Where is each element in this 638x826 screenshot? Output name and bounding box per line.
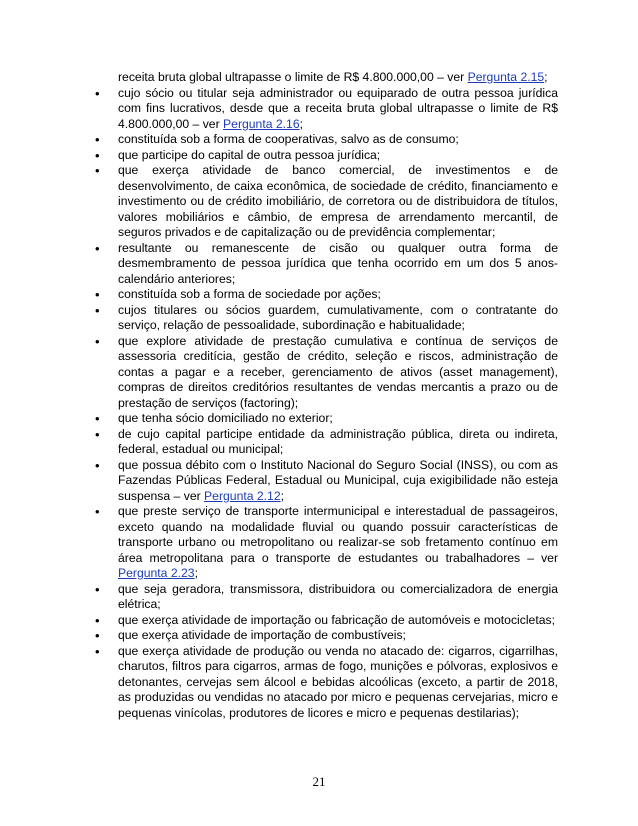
- list-item-text: [118, 458, 558, 505]
- list-item: [90, 163, 558, 241]
- bullet-icon: •: [95, 612, 100, 628]
- list-item-body: que preste serviço de transporte intermunicipal e interestadual de passageiros, exceto quando na modalidade fluvial ou quando possuir características de transporte urbano ou metropolitano ou realizar-se sob fretamento contínuo em área metropolitana para o transporte de estudantes ou trabalhadores – ver: [118, 504, 558, 565]
- bullet-icon: •: [95, 302, 100, 318]
- bullet-icon: •: [95, 132, 100, 147]
- list-item-text: [118, 241, 558, 288]
- bullet-icon: •: [95, 240, 100, 256]
- list-item-body: receita bruta global ultrapasse o limite de R$ 4.800.000,00 – ver: [118, 70, 468, 84]
- list-item-text: [118, 613, 558, 629]
- list-item-body: que tenha sócio domiciliado no exterior;: [118, 411, 333, 425]
- list-item-punctuation: ;: [280, 488, 285, 503]
- list-item-text: [118, 148, 558, 164]
- cross-reference-link[interactable]: Pergunta 2.16: [223, 116, 300, 131]
- list-item: [90, 458, 558, 505]
- list-item: [90, 70, 558, 86]
- list-item-text: [118, 582, 558, 613]
- list-item-text: [118, 334, 558, 412]
- bullet-icon: •: [95, 163, 100, 178]
- list-item-body: cujo sócio ou titular seja administrador ou equiparado de outra pessoa jurídica com fins lucrativos, desde que a receita bruta global ultrapasse o limite de R$ 4.800.000,00 – ver: [118, 85, 558, 131]
- list-item-body: que exerça atividade de banco comercial, de investimentos e de desenvolvimento, de caixa econômica, de sociedade de crédito, financiamento e investimento ou de crédito imobiliário, de corretora ou de distribuidora de títulos, valores mobiliários e câmbio, de empresa de arrendamento mercantil, de seguros privados e de capitalização ou de previdência complementar;: [118, 163, 558, 239]
- bullet-icon: •: [95, 85, 100, 101]
- list-item-body: que exerça atividade de importação ou fabricação de automóveis e motocicletas;: [118, 612, 555, 627]
- list-item-text: [118, 70, 558, 86]
- list-item-body: constituída sob a forma de sociedade por ações;: [118, 287, 381, 301]
- list-item-punctuation: ;: [194, 566, 198, 580]
- list-item: [90, 504, 558, 582]
- list-item-body: constituída sob a forma de cooperativas, salvo as de consumo;: [118, 132, 459, 146]
- bullet-icon: •: [95, 643, 100, 659]
- bullet-icon: •: [95, 333, 100, 349]
- cross-reference-link[interactable]: Pergunta 2.23: [118, 566, 195, 580]
- list-item-text: [118, 86, 558, 133]
- list-item: [90, 582, 558, 613]
- list-item: [90, 287, 558, 303]
- list-item-punctuation: ;: [299, 116, 303, 131]
- list-item-body: resultante ou remanescente de cisão ou qualquer outra forma de desmembramento de pessoa jurídica que tenha ocorrido em um dos 5 anos-calendário anteriores;: [118, 240, 558, 286]
- list-item-body: de cujo capital participe entidade da administração pública, direta ou indireta, federal, estadual ou municipal;: [118, 426, 558, 456]
- bullet-icon: •: [95, 426, 100, 442]
- list-item-body: que explore atividade de prestação cumulativa e contínua de serviços de assessoria creditícia, gestão de crédito, seleção e riscos, administração de contas a pagar e a receber, gerenciamento de ativos (asset management), compras de direitos creditórios resultantes de vendas mercantis a prazo ou de prestação de serviços (factoring);: [118, 333, 558, 410]
- list-item: [90, 334, 558, 412]
- list-item: [90, 411, 558, 427]
- list-item: [90, 241, 558, 288]
- bullet-icon: •: [95, 287, 100, 302]
- bullet-icon: •: [95, 504, 100, 519]
- cross-reference-link[interactable]: Pergunta 2.12: [204, 488, 281, 503]
- list-item-text: [118, 132, 558, 148]
- bullet-icon: •: [95, 457, 100, 473]
- list-item: [90, 132, 558, 148]
- list-item-text: [118, 644, 558, 722]
- list-item-body: que exerça atividade de importação de combustíveis;: [118, 628, 406, 642]
- list-item-text: [118, 411, 558, 427]
- bullet-icon: •: [95, 581, 100, 597]
- list-item-text: [118, 504, 558, 582]
- list-item: [90, 427, 558, 458]
- list-item-body: que participe do capital de outra pessoa jurídica;: [118, 147, 381, 162]
- list-item: [90, 628, 558, 644]
- list-item-text: [118, 628, 558, 644]
- bullet-icon: •: [95, 411, 100, 426]
- list-item-text: [118, 427, 558, 458]
- list-item-punctuation: ;: [544, 70, 548, 84]
- page-number: 21: [312, 774, 326, 789]
- list-item-text: [118, 303, 558, 334]
- list-item: [90, 303, 558, 334]
- list-item-body: que seja geradora, transmissora, distribuidora ou comercializadora de energia elétrica;: [118, 581, 558, 611]
- bullet-icon: •: [95, 147, 100, 163]
- list-item: [90, 644, 558, 722]
- list-item: [90, 86, 558, 133]
- list-item: [90, 148, 558, 164]
- list-item-body: que possua débito com o Instituto Nacional do Seguro Social (INSS), ou com as Fazendas Públicas Federal, Estadual ou Municipal, cuja exigibilidade não esteja suspensa – ver: [118, 457, 558, 503]
- list-item-text: [118, 163, 558, 241]
- bullet-list: [90, 70, 558, 721]
- list-item: [90, 613, 558, 629]
- list-item-body: que exerça atividade de produção ou venda no atacado de: cigarros, cigarrilhas, charutos, filtros para cigarros, armas de fogo, munições e pólvoras, explosivos e detonantes, cervejas sem álcool e bebidas alcoólicas (exceto, a partir de 2018, as produzidas ou vendidas no atacado por micro e pequenas cervejarias, micro e pequenas vinícolas, produtores de licores e micro e pequenas destilarias);: [118, 643, 558, 720]
- list-item-text: [118, 287, 558, 303]
- bullet-icon: •: [95, 628, 100, 643]
- list-item-body: cujos titulares ou sócios guardem, cumulativamente, com o contratante do serviço, relação de pessoalidade, subordinação e habitualidade;: [118, 302, 558, 332]
- cross-reference-link[interactable]: Pergunta 2.15: [467, 70, 545, 84]
